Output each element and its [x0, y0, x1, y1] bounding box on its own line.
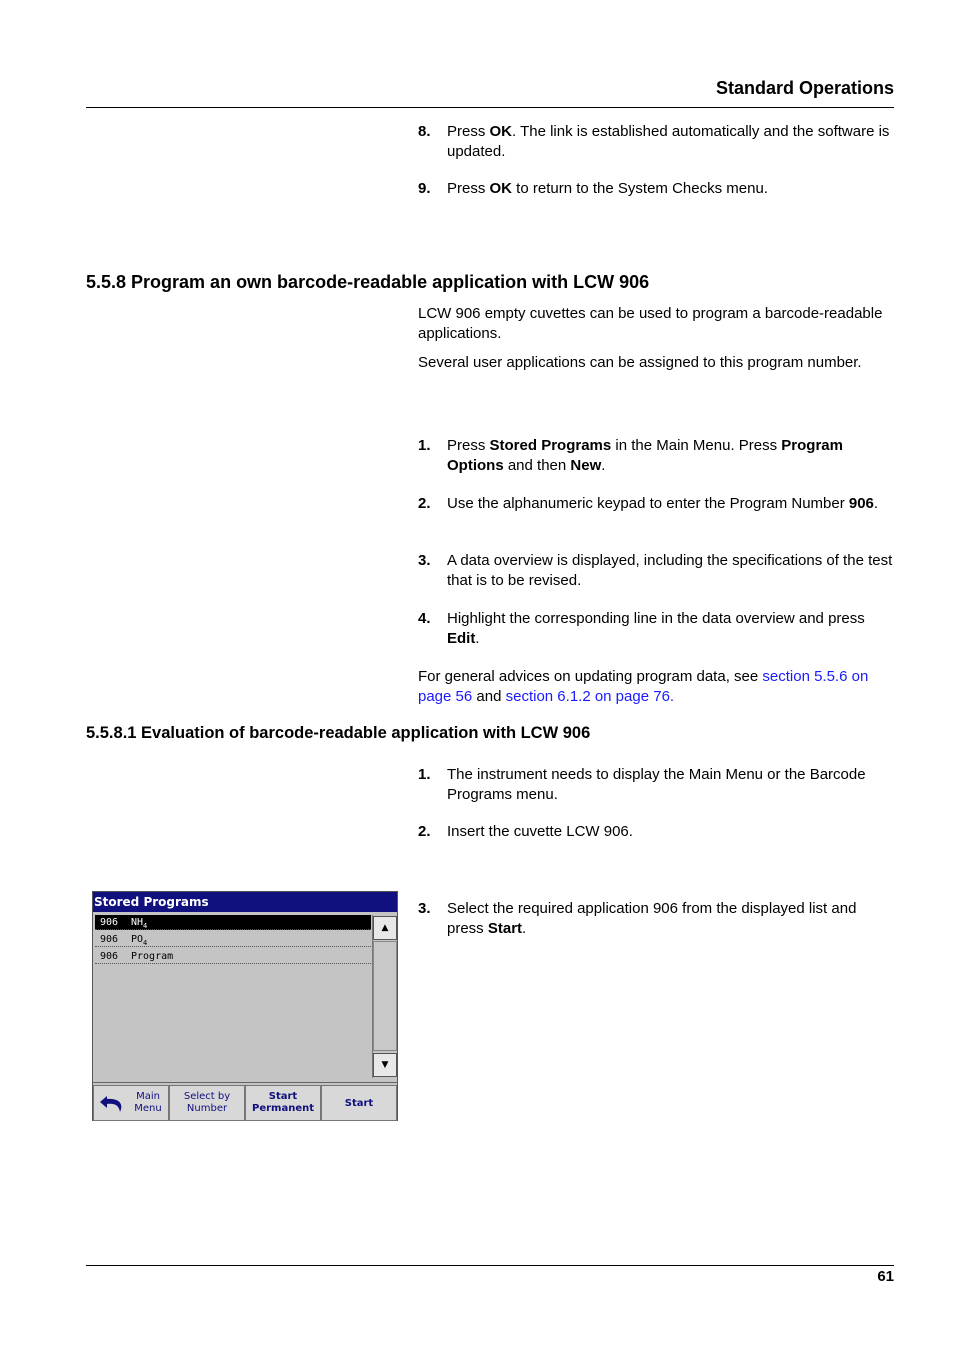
section-heading-5-5-8-1: 5.5.8.1 Evaluation of barcode-readable application with LCW 906	[86, 724, 591, 742]
softkey-bar	[93, 1082, 397, 1121]
text-run: Insert the cuvette LCW 906.	[447, 823, 633, 840]
text-run: Select the required application 906 from the displayed list and press	[447, 900, 857, 937]
step-text	[447, 609, 894, 648]
triangle-down-icon: ▼	[381, 1060, 389, 1070]
advice-paragraph	[418, 667, 894, 706]
step-text	[447, 822, 894, 842]
step-text	[447, 122, 894, 161]
bold-term: Program Options	[447, 437, 843, 474]
program-number: 906	[100, 934, 119, 945]
header-rule	[86, 107, 894, 108]
stored-programs-screen	[92, 891, 398, 1121]
link-section-6-1-2[interactable]: section 6.1.2 on page 76	[505, 687, 670, 705]
start-button[interactable]	[321, 1085, 397, 1121]
scroll-down-button[interactable]	[373, 1053, 397, 1077]
advice-middle: and	[472, 687, 506, 705]
select-by-number-label	[170, 1086, 244, 1115]
text-run: .	[522, 919, 527, 937]
step-text	[447, 765, 894, 804]
text-run: . The link is established automatically and the software is updated.	[447, 123, 890, 160]
select-label-line2: Number	[186, 1103, 228, 1114]
program-name: Program	[131, 951, 174, 962]
screen-title: Stored Programs	[93, 892, 397, 912]
list-scrollbar[interactable]	[372, 915, 397, 1078]
bold-term: 906	[848, 495, 874, 512]
step-3	[418, 551, 894, 590]
main-menu-label-line2: Menu	[134, 1103, 162, 1114]
list-item[interactable]	[95, 915, 371, 930]
text-run: Highlight the corresponding line in the data overview and press	[447, 610, 865, 627]
bold-term: Start	[487, 919, 523, 937]
triangle-up-icon: ▲	[381, 923, 389, 933]
list-item[interactable]	[95, 932, 371, 947]
text-run: The instrument needs to display the Main Menu or the Barcode Programs menu.	[447, 766, 866, 803]
text-run: in the Main Menu. Press	[611, 437, 782, 454]
step-2	[418, 494, 894, 514]
text-run: Press	[447, 180, 490, 197]
bold-term: OK	[489, 180, 513, 197]
main-menu-button[interactable]	[93, 1085, 169, 1121]
scroll-track[interactable]	[373, 941, 397, 1051]
text-run: Press	[447, 123, 490, 140]
eval-step-3	[418, 899, 894, 938]
advice-suffix: .	[669, 687, 675, 705]
start-permanent-line1: Start	[268, 1091, 298, 1102]
step-text	[447, 179, 894, 199]
eval-step-1	[418, 765, 894, 804]
page-number: 61	[877, 1268, 894, 1285]
scroll-up-button[interactable]	[373, 916, 397, 940]
eval-step-2	[418, 822, 894, 842]
start-permanent-line2: Permanent	[251, 1103, 314, 1114]
step-number: 8.	[418, 123, 431, 140]
text-run: Press	[447, 437, 490, 454]
text-run: to return to the System Checks menu.	[512, 180, 768, 197]
program-name-base: PO	[131, 934, 144, 945]
text-run: A data overview is displayed, including the specifications of the test that is to be revised.	[447, 552, 893, 589]
bold-term: Edit	[447, 629, 476, 647]
step-text	[447, 899, 894, 938]
step-text	[447, 494, 894, 514]
text-run: and then	[503, 456, 571, 474]
step-number: 1.	[418, 437, 431, 454]
step-number: 3.	[418, 900, 431, 917]
step-8	[418, 122, 894, 161]
main-menu-label-line1: Main	[136, 1091, 160, 1102]
start-label: Start	[344, 1098, 374, 1109]
program-list	[95, 915, 371, 1079]
advice-prefix: For general advices on updating program data, see	[418, 668, 763, 685]
running-header-title: Standard Operations	[715, 78, 894, 98]
text-run: .	[475, 629, 480, 647]
step-text	[447, 436, 894, 475]
program-name-sub: 4	[143, 922, 148, 930]
text-run: Use the alphanumeric keypad to enter the Program Number	[447, 495, 849, 512]
back-arrow-icon	[98, 1092, 126, 1116]
footer-rule	[86, 1265, 894, 1266]
start-permanent-button[interactable]	[245, 1085, 321, 1121]
select-label-line1: Select by	[183, 1091, 231, 1102]
text-run: .	[873, 495, 879, 512]
bold-term: Stored Programs	[489, 437, 612, 454]
step-number: 4.	[418, 610, 431, 627]
step-number: 2.	[418, 823, 431, 840]
step-text	[447, 551, 894, 590]
program-name-sub: 4	[143, 939, 148, 947]
program-name-base: NH	[131, 917, 144, 928]
start-permanent-label	[246, 1086, 320, 1115]
section-note-paragraph: Several user applications can be assigned to this program number.	[418, 354, 862, 371]
step-9	[418, 179, 894, 199]
bold-term: New	[570, 456, 602, 474]
list-item[interactable]	[95, 949, 371, 964]
step-number: 2.	[418, 495, 431, 512]
step-number: 9.	[418, 180, 431, 197]
step-1	[418, 436, 894, 475]
section-intro-paragraph: LCW 906 empty cuvettes can be used to program a barcode-readable applications.	[418, 305, 883, 342]
text-run: .	[601, 456, 606, 474]
select-by-number-button[interactable]	[169, 1085, 245, 1121]
step-number: 3.	[418, 552, 431, 569]
program-number: 906	[100, 951, 119, 962]
link-section-5-5-6[interactable]: section 5.5.6 on page 56	[418, 668, 869, 705]
program-number: 906	[100, 917, 119, 928]
step-number: 1.	[418, 766, 431, 783]
step-4	[418, 609, 894, 648]
section-heading-5-5-8: 5.5.8 Program an own barcode-readable application with LCW 906	[86, 272, 650, 292]
main-menu-label	[130, 1086, 166, 1115]
bold-term: OK	[489, 123, 513, 140]
